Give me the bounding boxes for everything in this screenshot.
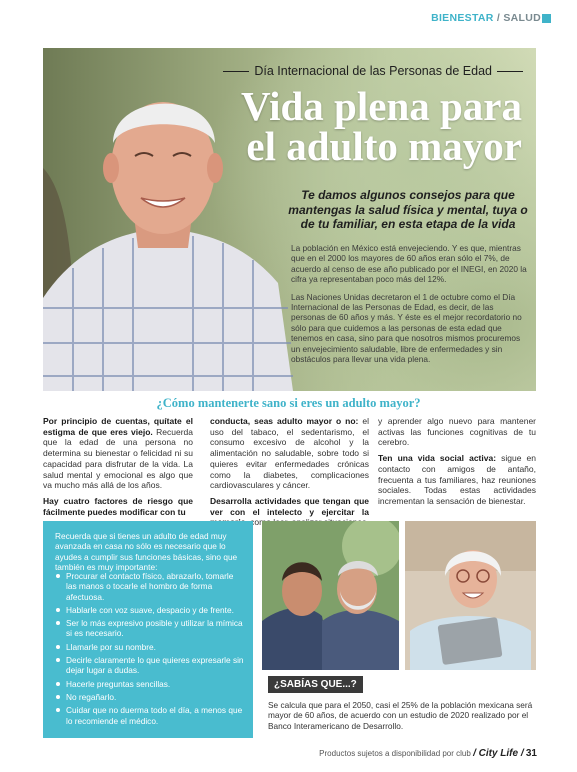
page-footer	[319, 748, 537, 759]
kicker-line-right	[497, 71, 523, 72]
col3-paragraph-1: y aprender algo nuevo para mantener activas las funciones cognitivas de tu cerebro.	[378, 416, 536, 448]
hero-paragraph-1: La población en México está envejeciendo. Y es que, mientras que en el 2000 los mayores de 60 años eran sólo el 7%, de acuerdo al censo de ese año publicado por el INEGI, en 2020 la cifra ya representaban poco más del 12%.	[291, 243, 527, 285]
tips-box	[43, 521, 253, 738]
tip-item: Hacerle preguntas sencillas.	[55, 679, 245, 689]
father-son-photo	[262, 521, 399, 670]
tip-item: Procurar el contacto físico, abrazarlo, tomarle las manos o tocarle el hombro de forma afectuosa.	[55, 571, 245, 602]
col3-lead: Ten una vida social activa:	[378, 453, 497, 464]
col1-paragraph-1	[43, 416, 193, 491]
column-3	[378, 416, 536, 512]
tip-item: No regañarlo.	[55, 692, 245, 702]
col2-lead-2: Desarrolla actividades que tengan que ver con el intelecto y ejercitar la	[210, 495, 369, 517]
did-you-know-text: Se calcula que para el 2050, casi el 25% de la población mexicana será mayor de 60 años, de acuerdo con un estudio de 2020 realizado por el Banco Interamericano de Desarrollo.	[268, 700, 533, 731]
tips-list	[55, 571, 245, 729]
col2-lead: conducta, seas adulto mayor o no:	[210, 416, 359, 426]
col1-lead: Por principio de cuentas, quítate el estigma de que eres viejo.	[43, 416, 193, 437]
footer-brand: / City Life /	[473, 748, 524, 759]
col1-text: Recuerda que la edad de una persona no determina su bienestar o felicidad ni su capacidad para disfrutar de la vida. La salud mental y emocional es algo que va mucho más allá de los años.	[43, 426, 194, 491]
hero-paragraph-2: Las Naciones Unidas decretaron el 1 de octubre como el Día Internacional de las Personas de Edad, es decir, de las personas de 60 años y más. Y éste es el mejor recordatorio no sólo para que cuidemos a las personas de esta edad que tenemos en casa, sino para que nosotros mismos procuremos un envejecimiento saludable, libre de enfermedades y sin obstáculos para llevar una vida plena.	[291, 291, 522, 365]
hero-kicker	[218, 64, 528, 78]
section-secondary: / SALUD	[496, 12, 541, 24]
col3-text: sigue en contacto con amigos de antaño, frecuenta a tus familiares, haz reuniones sociales. Todas estas actividades incrementan la sensación de bienestar.	[378, 453, 537, 506]
title-line-1: Vida plena para	[241, 83, 522, 129]
section-square-icon	[542, 14, 551, 23]
col1-paragraph-2	[43, 496, 193, 517]
footer-brand-name: City Life	[478, 748, 519, 759]
footer-note: Productos sujetos a disponibilidad por club	[319, 749, 471, 758]
tip-item: Llamarle por su nombre.	[55, 642, 245, 652]
col2-text: el uso del tabaco, el sedentarismo, el consumo excesivo de alcohol y la alimentación no saludable, sobre todo si quieres evitar enfermedades crónicas como la diabetes, complicaciones cardiovasculares y cáncer.	[210, 416, 369, 491]
section-tag	[431, 12, 541, 24]
section-heading: ¿Cómo mantenerte sano si eres un adulto mayor?	[156, 396, 421, 410]
tip-item: Decirle claramente lo que quieres expresarle sin dejar lugar a dudas.	[55, 655, 245, 676]
column-1	[43, 416, 193, 522]
page-title	[192, 83, 522, 169]
col1-lead-2: Hay cuatro factores de riesgo que fácilmente puedes modificar con tu	[43, 495, 193, 517]
column-2	[210, 416, 369, 533]
tip-item: Cuidar que no duerma todo el día, a menos que lo recomiende el médico.	[55, 705, 245, 726]
hero-body	[291, 243, 529, 371]
section-primary: BIENESTAR	[431, 12, 494, 24]
page-number: 31	[525, 748, 537, 759]
col3-paragraph-2	[378, 453, 536, 507]
tips-intro: Recuerda que si tienes un adulto de edad muy avanzada en casa no sólo es necesario que lo ayudes a cumplir sus funciones básicas, sino que también es muy importante:	[55, 531, 238, 572]
kicker-line-left	[223, 71, 249, 72]
col2-text-2: como	[250, 517, 271, 528]
tip-item: Ser lo más expresivo posible y utilizar la mímica si es necesario.	[55, 618, 245, 639]
grandmother-tablet-photo	[405, 521, 536, 670]
tip-item: Hablarle con voz suave, despacio y de frente.	[55, 605, 245, 615]
hero-subtitle: Te damos algunos consejos para que mantengas la salud física y mental, tuya o de tu familiar, en esta etapa de la vida	[288, 188, 528, 231]
hero-banner	[43, 48, 536, 391]
col2-paragraph-1	[210, 416, 369, 491]
kicker-text: Día Internacional de las Personas de Edad	[254, 64, 492, 78]
title-line-2: el adulto mayor	[246, 123, 522, 169]
did-you-know-tag: ¿SABÍAS QUE...?	[268, 676, 363, 693]
